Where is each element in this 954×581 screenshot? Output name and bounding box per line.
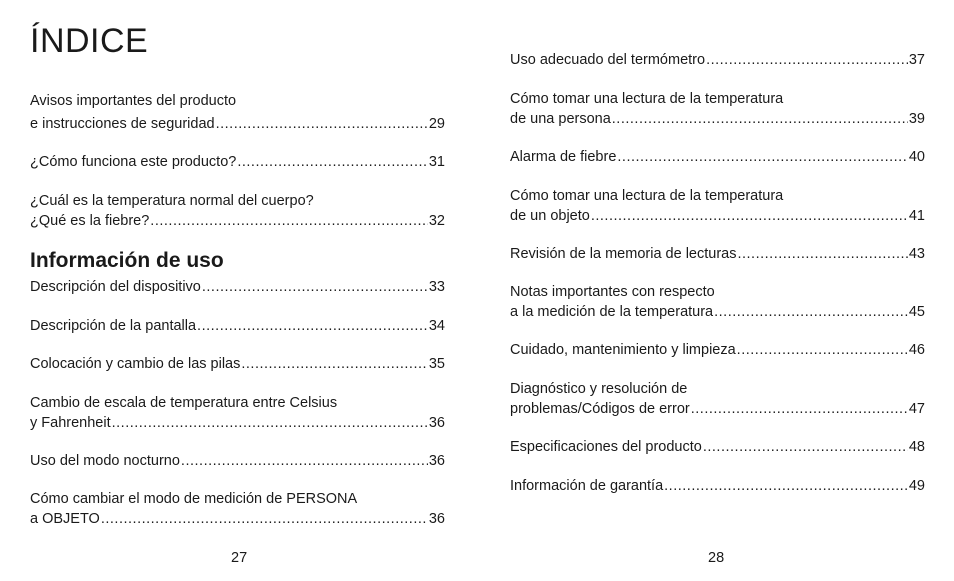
toc-entry-lectura-objeto[interactable] xyxy=(510,186,925,226)
toc-entry-como-funciona[interactable] xyxy=(30,152,445,172)
toc-entry-text: Uso adecuado del termómetro xyxy=(510,52,706,68)
leader-dots xyxy=(691,399,908,419)
leader-dots xyxy=(664,476,908,496)
toc-entry-text: Alarma de fiebre xyxy=(510,149,617,165)
toc-entry-text: Cuidado, mantenimiento y limpieza xyxy=(510,342,736,358)
toc-entry-lectura-persona[interactable] xyxy=(510,89,925,129)
leader-dots xyxy=(181,451,428,471)
page-number-left: 27 xyxy=(231,550,248,566)
toc-entry-text: de una persona xyxy=(510,111,611,127)
leader-dots xyxy=(216,114,428,134)
toc-entry-text: Especificaciones del producto xyxy=(510,439,702,455)
toc-entry-descripcion-pantalla[interactable] xyxy=(30,316,445,336)
page-number-right: 28 xyxy=(708,550,725,566)
toc-entry-temperatura-normal[interactable] xyxy=(30,191,445,231)
section-heading: Información de uso xyxy=(30,249,224,272)
toc-entry-cuidado[interactable] xyxy=(510,340,925,360)
toc-page-number: 32 xyxy=(428,213,445,229)
toc-entry-first-line: Cómo cambiar el modo de medición de PERSONA xyxy=(30,491,358,507)
toc-entry-garantia[interactable] xyxy=(510,476,925,496)
toc-entry-memoria[interactable] xyxy=(510,244,925,264)
toc-entry-first-line: Cómo tomar una lectura de la temperatura xyxy=(510,91,784,107)
toc-entry-text: Información de garantía xyxy=(510,478,664,494)
toc-page-number: 36 xyxy=(428,415,445,431)
toc-entry-first-line: Cómo tomar una lectura de la temperatura xyxy=(510,188,784,204)
leader-dots xyxy=(237,152,428,172)
toc-page-number: 45 xyxy=(908,304,925,320)
toc-page-number: 40 xyxy=(908,149,925,165)
leader-dots xyxy=(737,244,907,264)
leader-dots xyxy=(714,302,908,322)
toc-page-number: 46 xyxy=(908,342,925,358)
toc-page-number: 35 xyxy=(428,356,445,372)
toc-entry-text: e instrucciones de seguridad xyxy=(30,116,215,132)
toc-entry-text: a la medición de la temperatura xyxy=(510,304,714,320)
toc-entry-text: ¿Qué es la fiebre? xyxy=(30,213,150,229)
leader-dots xyxy=(737,340,908,360)
toc-page-number: 39 xyxy=(908,111,925,127)
leader-dots xyxy=(617,147,907,167)
toc-entry-first-line: Diagnóstico y resolución de xyxy=(510,381,688,397)
toc-entry-descripcion-dispositivo[interactable] xyxy=(30,277,445,297)
leader-dots xyxy=(101,509,428,529)
toc-entry-text: Colocación y cambio de las pilas xyxy=(30,356,241,372)
toc-entry-first-line: Notas importantes con respecto xyxy=(510,284,715,300)
toc-entry-text: a OBJETO xyxy=(30,511,100,527)
toc-page-number: 48 xyxy=(908,439,925,455)
leader-dots xyxy=(612,109,908,129)
toc-entry-text: problemas/Códigos de error xyxy=(510,401,690,417)
toc-entry-first-line: Cambio de escala de temperatura entre Celsius xyxy=(30,395,338,411)
toc-entry-especificaciones[interactable] xyxy=(510,437,925,457)
toc-page-number: 37 xyxy=(908,52,925,68)
toc-page-number: 41 xyxy=(908,208,925,224)
leader-dots xyxy=(703,437,908,457)
toc-entry-text: Descripción del dispositivo xyxy=(30,279,201,295)
page-title: ÍNDICE xyxy=(30,22,149,60)
toc-entry-escala[interactable] xyxy=(30,393,445,433)
toc-entry-notas[interactable] xyxy=(510,282,925,322)
toc-entry-first-line: ¿Cuál es la temperatura normal del cuerpo? xyxy=(30,193,314,209)
toc-entry-text: Uso del modo nocturno xyxy=(30,453,180,469)
toc-entry-text: Revisión de la memoria de lecturas xyxy=(510,246,737,262)
toc-page-number: 29 xyxy=(428,116,445,132)
toc-page-number: 43 xyxy=(908,246,925,262)
leader-dots xyxy=(202,277,428,297)
toc-page-number: 34 xyxy=(428,318,445,334)
leader-dots xyxy=(591,206,908,226)
toc-page-number: 49 xyxy=(908,478,925,494)
toc-entry-diagnostico[interactable] xyxy=(510,379,925,419)
toc-entry-text: de un objeto xyxy=(510,208,590,224)
toc-page-number: 36 xyxy=(428,511,445,527)
toc-entry-uso-adecuado[interactable] xyxy=(510,50,925,70)
toc-entry-alarma-fiebre[interactable] xyxy=(510,147,925,167)
toc-entry-text: ¿Cómo funciona este producto? xyxy=(30,154,237,170)
leader-dots xyxy=(241,354,428,374)
toc-entry-pilas[interactable] xyxy=(30,354,445,374)
leader-dots xyxy=(112,413,428,433)
toc-entry-modo-nocturno[interactable] xyxy=(30,451,445,471)
toc-entry-first-line: Avisos importantes del producto xyxy=(30,93,237,109)
toc-page-number: 47 xyxy=(908,401,925,417)
toc-entry-modo-medicion[interactable] xyxy=(30,489,445,529)
toc-page-number: 31 xyxy=(428,154,445,170)
leader-dots xyxy=(706,50,908,70)
toc-page-number: 36 xyxy=(428,453,445,469)
toc-entry-text: Descripción de la pantalla xyxy=(30,318,197,334)
toc-entry-text: y Fahrenheit xyxy=(30,415,111,431)
toc-entry-avisos[interactable] xyxy=(30,91,445,134)
toc-page-number: 33 xyxy=(428,279,445,295)
leader-dots xyxy=(197,316,428,336)
leader-dots xyxy=(150,211,428,231)
